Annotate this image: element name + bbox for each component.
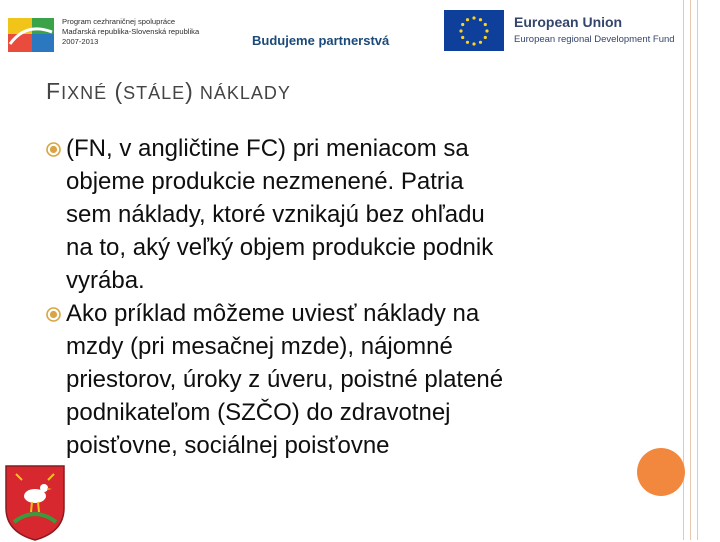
- program-line: Program cezhraničnej spolupráce: [62, 17, 176, 26]
- slide-content: [46, 132, 656, 462]
- bullet-item: [46, 132, 656, 297]
- title-part: NÁKLADY: [193, 83, 291, 103]
- bullet-line: sem náklady, ktoré vznikajú bez ohľadu: [66, 201, 485, 228]
- eu-title: European Union: [514, 14, 623, 30]
- bullet-line: mzdy (pri mesačnej mzde), nájomné: [66, 333, 453, 360]
- eu-label: [514, 14, 675, 45]
- title-part: IXNÉ: [61, 83, 108, 103]
- title-part: ): [185, 78, 194, 104]
- bullet-line: poisťovne, sociálnej poisťovne: [66, 432, 390, 459]
- program-line: 2007-2013: [62, 37, 99, 46]
- eu-subtitle: European regional Development Fund: [514, 34, 675, 45]
- bullet-line: na to, aký veľký objem produkcie podnik: [66, 234, 494, 261]
- bullet-line: podnikateľom (SZČO) do zdravotnej: [66, 399, 451, 426]
- bullet-line: Ako príklad môžeme uviesť náklady na: [66, 300, 480, 327]
- title-part: (: [107, 78, 124, 104]
- decorative-circle: [637, 448, 685, 496]
- border-line: [697, 0, 698, 540]
- bullet-line: priestorov, úroky z úveru, poistné platené: [66, 366, 504, 393]
- border-line: [683, 0, 684, 540]
- border-line: [690, 0, 691, 540]
- coat-of-arms-icon: [2, 462, 68, 542]
- bullet-line: (FN, v angličtine FC) pri meniacom sa: [66, 135, 469, 162]
- bullet-item: [46, 297, 656, 462]
- eu-flag-icon: [444, 10, 504, 51]
- program-text: [62, 17, 242, 47]
- slide-title: [46, 78, 291, 105]
- bullet-line: vyrába.: [66, 267, 145, 294]
- bullet-icon: [46, 142, 61, 157]
- bullet-icon: [46, 307, 61, 322]
- title-part: STÁLE: [123, 83, 186, 103]
- partnership-slogan: Budujeme partnerstvá: [252, 33, 390, 48]
- program-line: Maďarská republika-Slovenská republika: [62, 27, 200, 36]
- bullet-line: objeme produkcie nezmenené. Patria: [66, 168, 464, 195]
- title-part: F: [46, 78, 62, 104]
- program-mark-icon: [6, 14, 56, 56]
- program-logo: [6, 10, 236, 60]
